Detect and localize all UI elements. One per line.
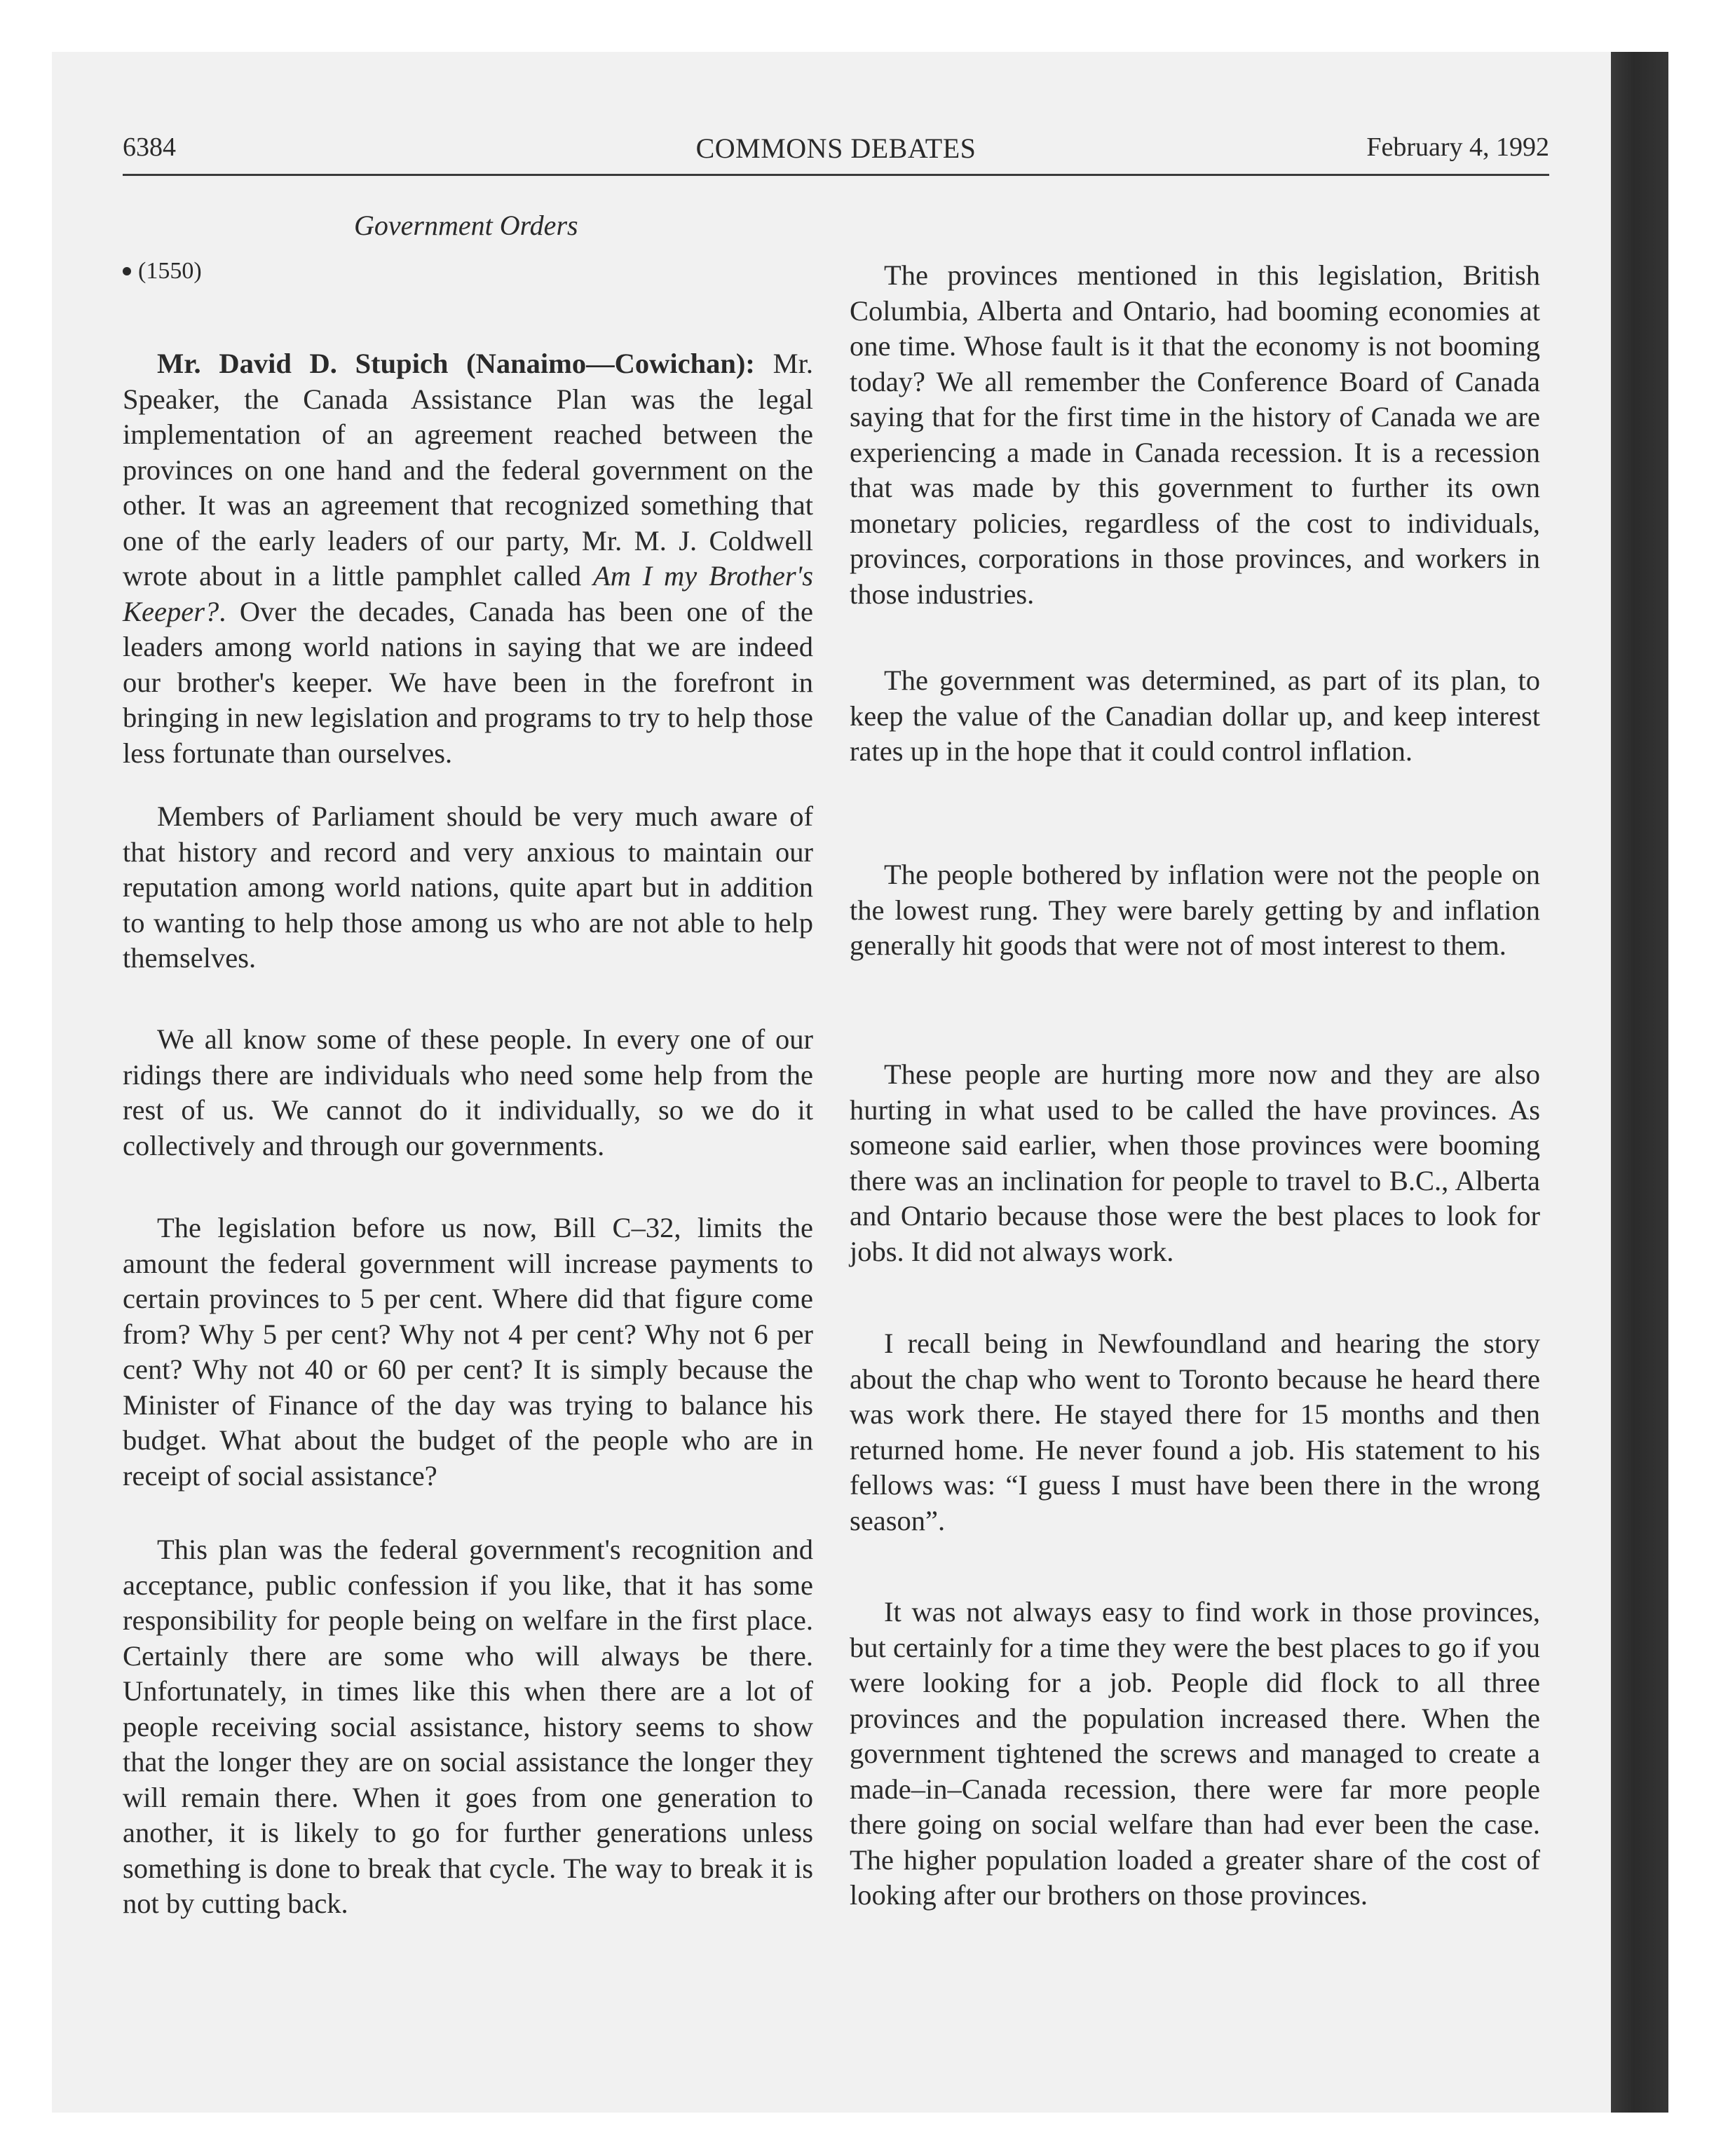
time-stamp [123,258,202,285]
publication-title: COMMONS DEBATES [695,132,977,164]
paragraph: I recall being in Newfoundland and hearing the story about the chap who went to Toronto because he heard there was work there. He stayed there for 15 months and then returned home. He never found a job. His statement to his fellows was: “I guess I must have been there in the wrong season”. [850,1328,1540,1536]
paragraph: The legislation before us now, Bill C–32, limits the amount the federal government will increase payments to certain provinces to 5 per cent. Where did that figure come from? Why 5 per cent? Why not 4 per cent? Why not 6 per cent? Why not 40 or 60 per cent? It is simply because the Minister of Finance of the day was trying to balance his budget. What about the budget of the people who are in receipt of social assistance? [123,1212,813,1492]
page-number: 6384 [123,132,176,162]
scan-shadow-edge [1611,52,1668,2113]
paragraph: It was not always easy to find work in those provinces, but certainly for a time they were the best places to go if you were looking for a job. People did flock to all three provinces and the population increased there. When the government tightened the screws and managed to create a made–in–Canada recession, there were far more people there going on social welfare than had ever been the case. The higher population loaded a greater share of the cost of looking after our brothers on those provinces. [850,1596,1540,1911]
bullet-icon [123,267,131,275]
paragraph: The people bothered by inflation were not the people on the lowest rung. They were barely getting by and inflation generally hit goods that were not of most interest to them. [850,859,1540,961]
paragraph: Members of Parliament should be very much aware of that history and record and very anxious to maintain our reputation among world nations, quite apart but in addition to wanting to help those among us who are not able to help themselves. [123,800,813,974]
page-header [123,132,1549,171]
sitting-date: February 4, 1992 [1366,132,1549,162]
section-title: Government Orders [354,210,578,241]
paragraph-text: . Over the decades, Canada has been one of the leaders among world nations in saying that we are indeed our brother's keeper. We have been in the forefront in bringing in new legislation and programs to try to help those less fortunate than ourselves. [123,595,813,769]
paragraph: We all know some of these people. In every one of our ridings there are individuals who need some help from the rest of us. We cannot do it individually, so we do it collectively and through our governments. [123,1023,813,1161]
header-rule [123,174,1549,176]
pamphlet-title: Am I my Brother's Keeper? [123,560,814,627]
paragraph: These people are hurting more now and they are also hurting in what used to be called the have provinces. As someone said earlier, when those provinces were booming there was an inclination for people to travel to B.C., Alberta and Ontario because those were the best places to look for jobs. It did not always work. [850,1058,1540,1267]
time-stamp-text: (1550) [138,258,202,284]
paragraph: The government was determined, as part of its plan, to keep the value of the Canadian dollar up, and keep interest rates up in the hope that it could control inflation. [850,664,1540,767]
paragraph-text: Mr. Speaker, the Canada Assistance Plan was the legal implementation of an agreement reached between the provinces on one hand and the federal government on the other. It was an agreement that recognized something that one of the early leaders of our party, Mr. M. J. Coldwell wrote about in a little pamphlet called [123,348,814,592]
paragraph: The provinces mentioned in this legislation, British Columbia, Alberta and Ontario, had booming economies at one time. Whose fault is it that the economy is not booming today? We all remember the Conference Board of Canada saying that for the first time in the history of Canada we are experiencing a made in Canada recession. It is a recession that was made by this government to further its own monetary policies, regardless of the cost to individuals, provinces, corporations in those provinces, and workers in those industries. [850,259,1540,610]
paragraph: This plan was the federal government's recognition and acceptance, public confession if you like, that it has some responsibility for people being on welfare in the first place. Certainly there are some who will always be there. Unfortunately, in times like this when there are a lot of people receiving social assistance, history seems to show that the longer they are on social assistance the longer they will remain there. When it goes from one generation to another, it is likely to go for further generations unless something is done to break that cycle. The way to break it is not by cutting back. [123,1534,813,1919]
speaker-name: Mr. David D. Stupich (Nanaimo—Cowichan): [157,348,755,379]
paragraph [123,346,813,771]
